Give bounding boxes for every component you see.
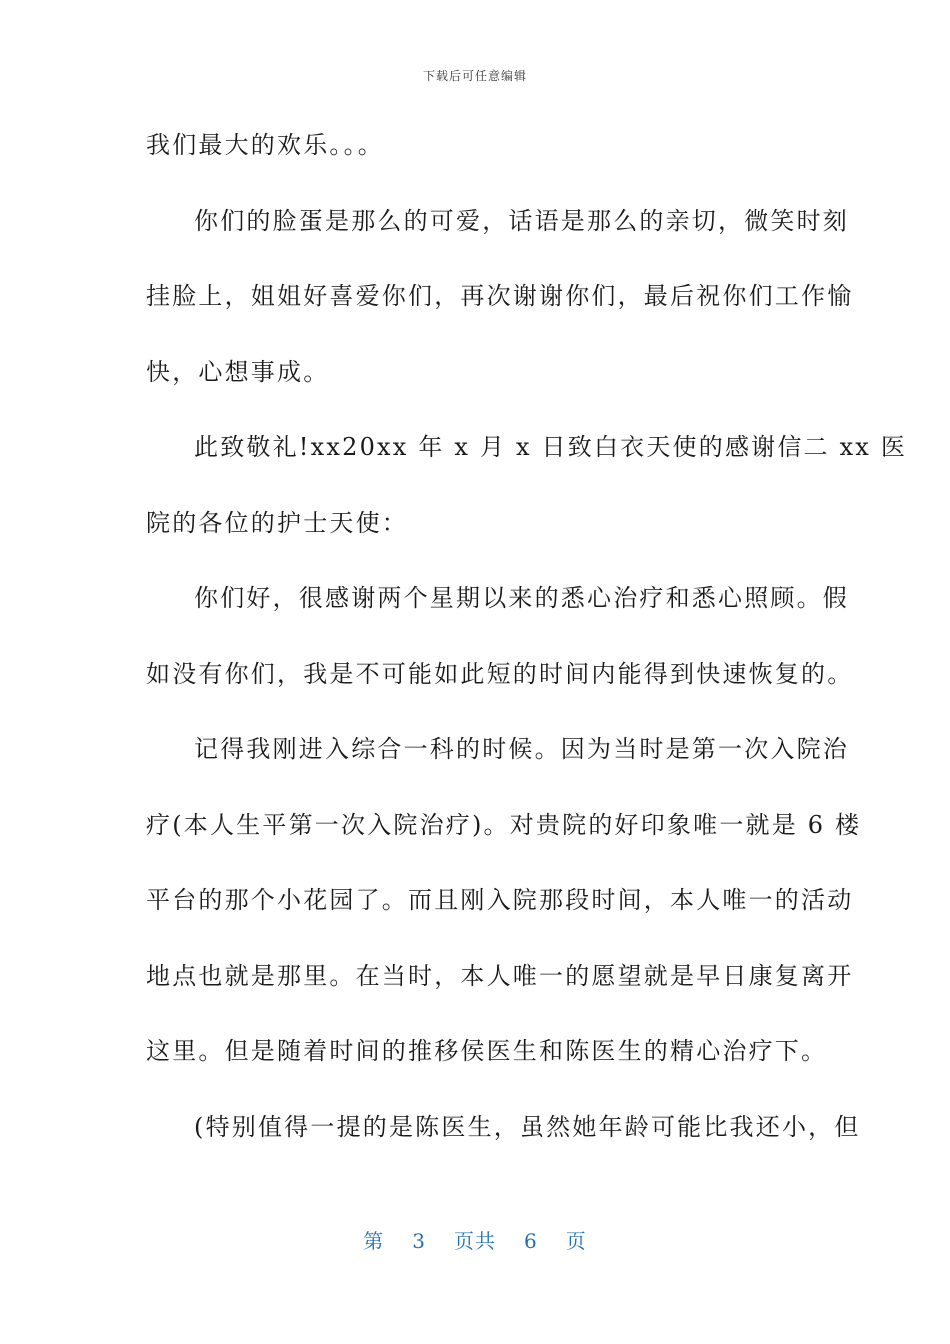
text-line: (特别值得一提的是陈医生，虽然她年龄可能比我还小，但 [194,1112,861,1141]
page-total-number: 6 [524,1229,538,1253]
page-footer [0,1225,950,1254]
text-line: 我们最大的欢乐。。。 [146,131,384,159]
text-line: 快，心想事成。 [146,357,330,386]
header-note: 下载后可任意编辑 [422,69,527,83]
page-prefix: 第 [363,1229,385,1253]
text-line: 你们的脸蛋是那么的可爱，话语是那么的亲切，微笑时刻 [194,206,849,235]
text-line: 平台的那个小花园了。而且刚入院那段时间，本人唯一的活动 [146,886,854,914]
text-line: 记得我刚进入综合一科的时候。因为当时是第一次入院治 [194,735,849,763]
page-current-number: 3 [412,1229,426,1253]
text-line: 院的各位的护士天使： [146,508,408,537]
text-line: 如没有你们，我是不可能如此短的时间内能得到快速恢复的。 [146,659,854,688]
text-line: 地点也就是那里。在当时，本人唯一的愿望就是早日康复离开 [146,961,854,990]
text-line: 此致敬礼!xx20xx 年 x 月 x 日致白衣天使的感谢信二 xx 医 [194,433,908,461]
text-line: 这里。但是随着时间的推移侯医生和陈医生的精心治疗下。 [146,1037,828,1065]
text-line: 疗(本人生平第一次入院治疗)。对贵院的好印象唯一就是 6 楼 [146,810,862,839]
body-text [146,117,908,1174]
page-middle: 页共 [454,1229,496,1253]
text-line: 挂脸上，姐姐好喜爱你们，再次谢谢你们，最后祝你们工作愉 [146,282,854,310]
page-suffix: 页 [565,1229,587,1253]
text-line: 你们好，很感谢两个星期以来的悉心治疗和悉心照顾。假 [194,584,849,612]
